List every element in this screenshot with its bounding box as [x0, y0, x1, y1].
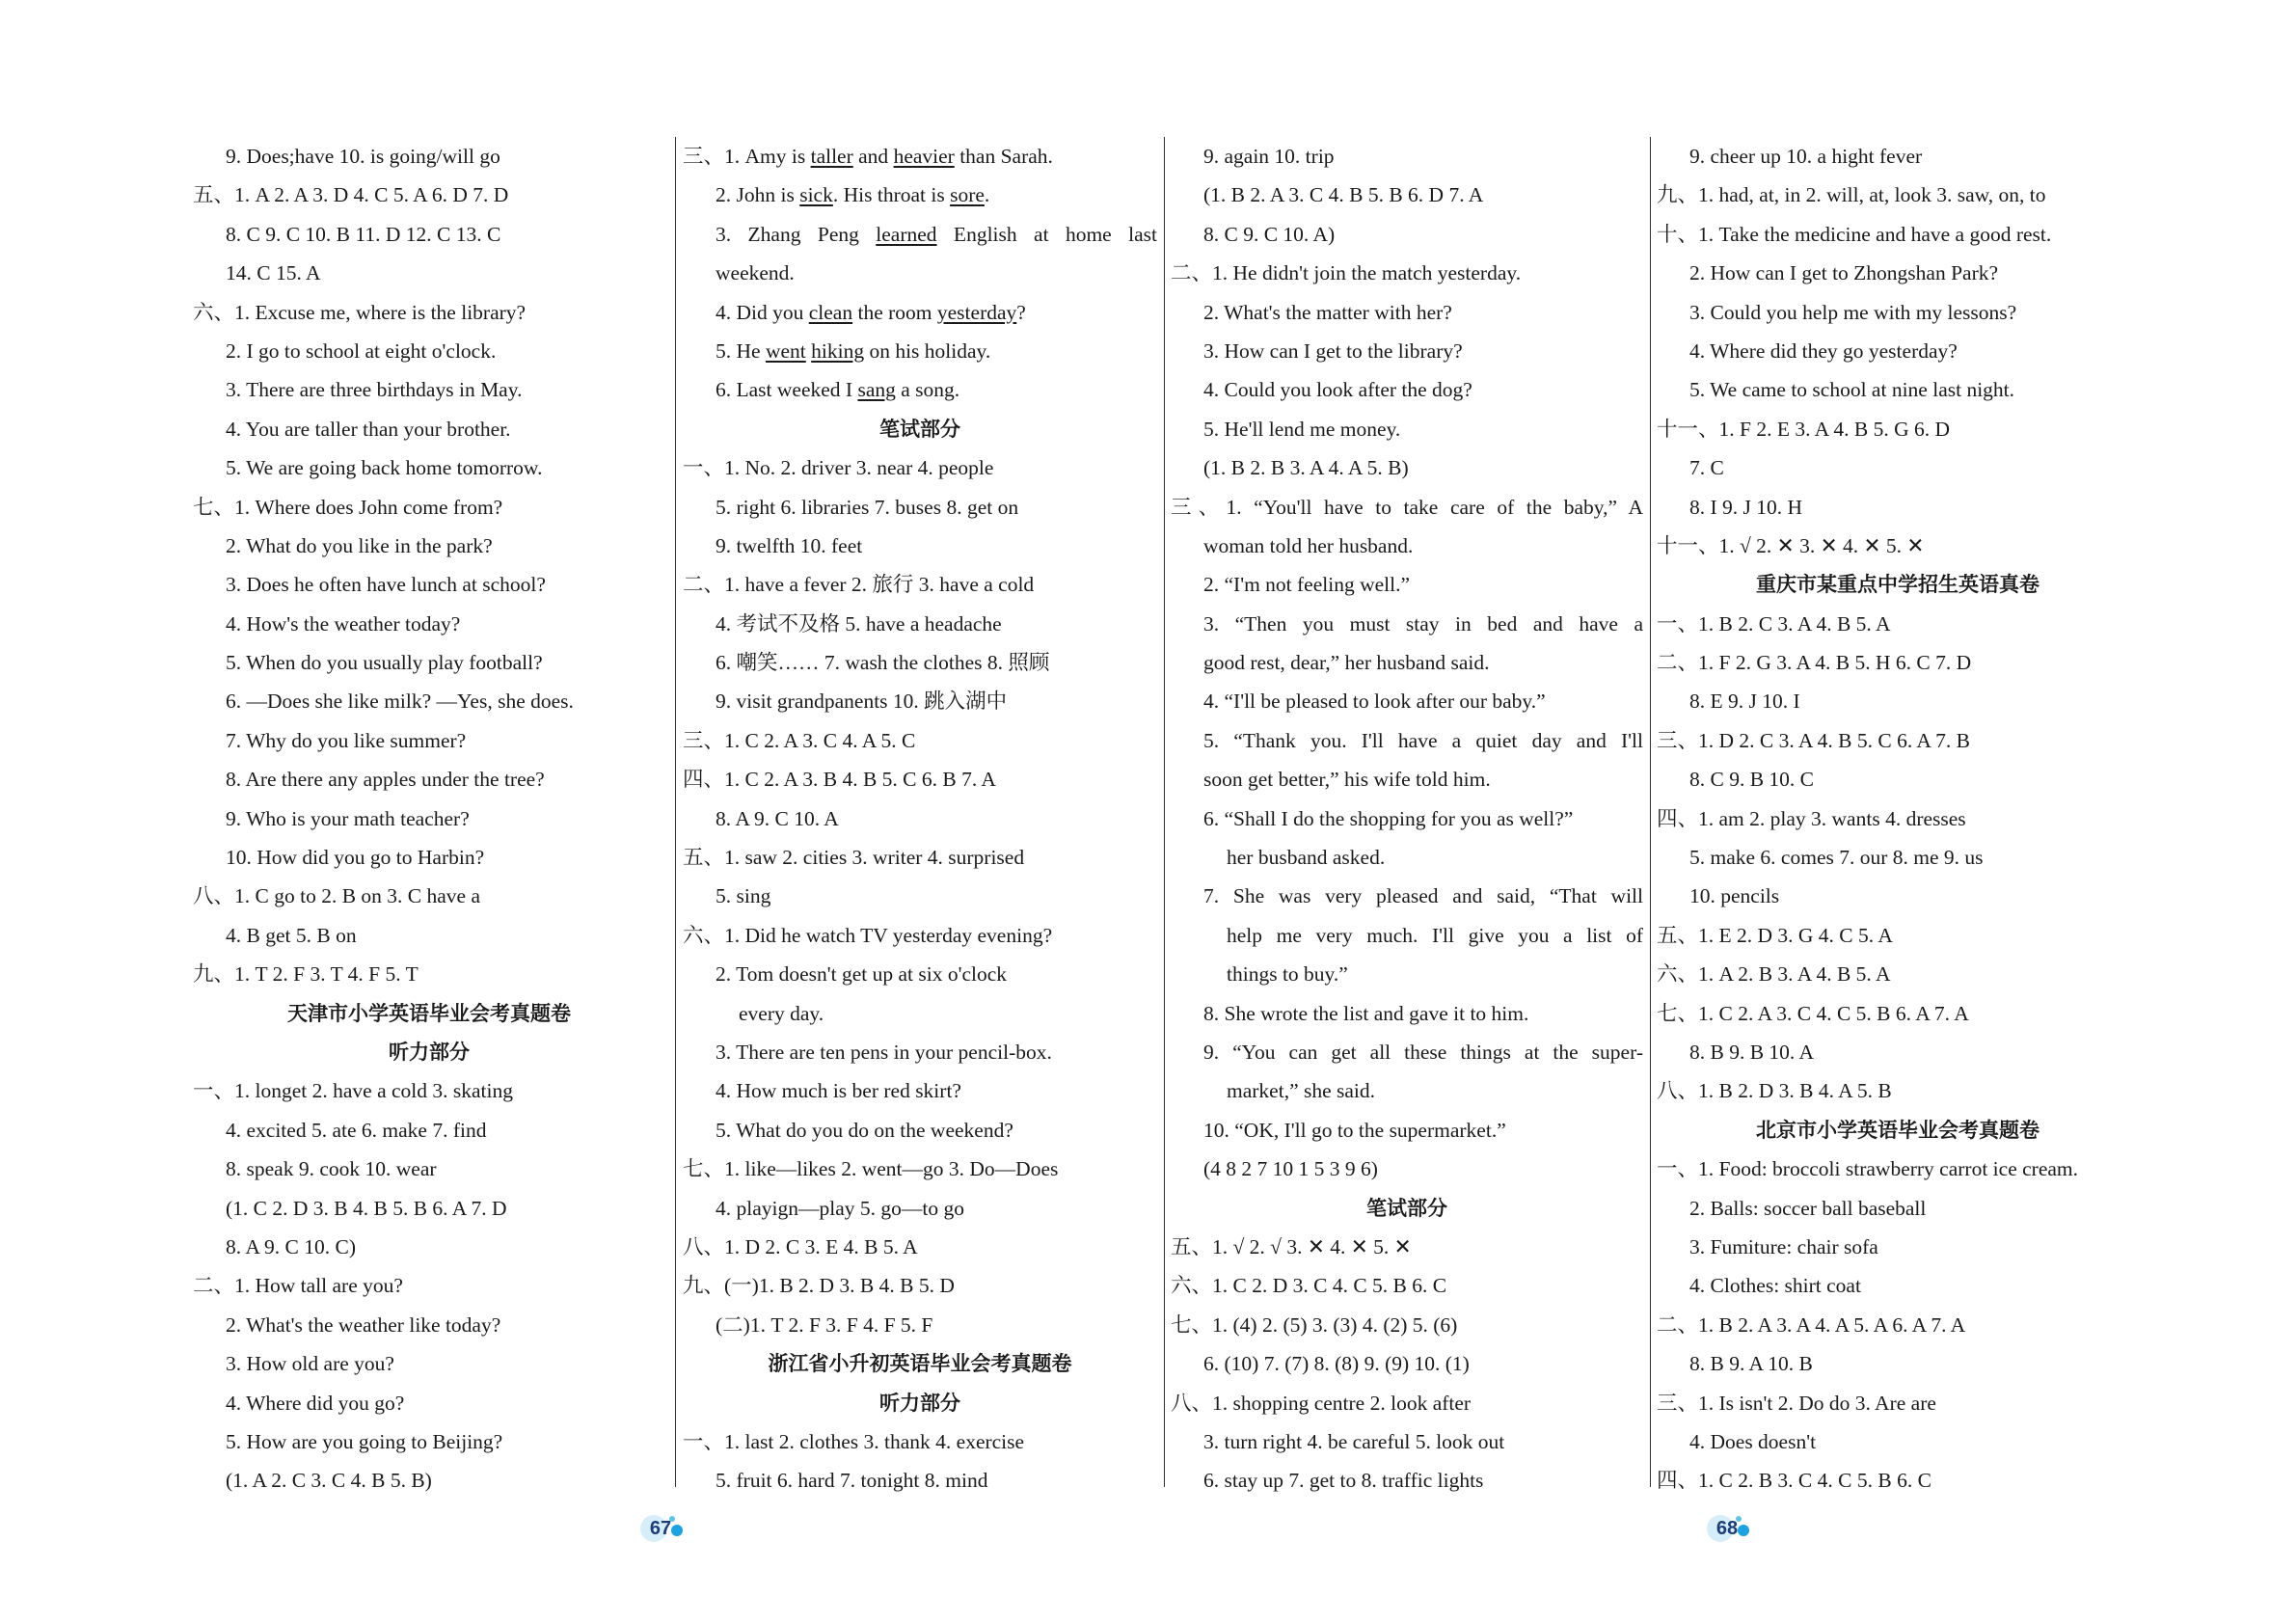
answer-line: 十、1. Take the medicine and have a good rest.: [1657, 222, 2052, 246]
answer-line: 4. B get 5. B on: [226, 923, 357, 947]
answer-line: 3. Could you help me with my lessons?: [1689, 300, 2017, 324]
underlined-word: heavier: [893, 145, 955, 168]
answer-line: 6. Last weeked I sang a song.: [716, 378, 960, 402]
answer-line: 2. Tom doesn't get up at six o'clock: [716, 962, 1008, 987]
column-divider: [1164, 137, 1165, 1487]
answer-line: weekend.: [716, 261, 795, 285]
column-divider: [675, 137, 676, 1487]
underlined-word: went: [765, 338, 806, 363]
answer-column-3: [1171, 137, 1643, 1506]
answer-line: 7. Why do you like summer?: [226, 728, 467, 752]
answer-line: 2. What's the matter with her?: [1203, 300, 1452, 324]
answer-line: 十一、1. F 2. E 3. A 4. B 5. G 6. D: [1657, 417, 1951, 441]
answer-line: 14. C 15. A: [226, 261, 321, 285]
answer-line: 六、1. A 2. B 3. A 4. B 5. A: [1657, 962, 1891, 987]
column-divider: [1650, 137, 1651, 1487]
answer-column-2: [683, 137, 1157, 1506]
section-heading: 天津市小学英语毕业会考真题卷: [287, 1001, 571, 1025]
answer-line: 六、1. C 2. D 3. C 4. C 5. B 6. C: [1171, 1274, 1447, 1298]
answer-line: 2. John is sick. His throat is sore.: [716, 183, 990, 207]
answer-line: 6. (10) 7. (7) 8. (8) 9. (9) 10. (1): [1203, 1352, 1470, 1376]
answer-line: soon get better,” his wife told him.: [1203, 768, 1491, 792]
answer-line: 4. Where did they go yesterday?: [1689, 338, 1958, 363]
answer-line: every day.: [739, 1001, 824, 1025]
answer-line: 4. Did you clean the room yesterday?: [716, 300, 1026, 324]
answer-line: 3. turn right 4. be careful 5. look out: [1203, 1429, 1505, 1453]
answer-line: 4. Does doesn't: [1689, 1429, 1817, 1453]
answer-line: 4. Could you look after the dog?: [1203, 378, 1472, 402]
answer-line: 2. “I'm not feeling well.”: [1203, 573, 1411, 597]
answer-line: 三、1. “You'll have to take care of the baby,” A: [1171, 495, 1643, 519]
answer-line: 2. I go to school at eight o'clock.: [226, 338, 497, 363]
answer-line: 4. Clothes: shirt coat: [1689, 1274, 1861, 1298]
answer-line: 四、1. C 2. B 3. C 4. C 5. B 6. C: [1657, 1469, 1931, 1493]
answer-line: 五、1. √ 2. √ 3. ✕ 4. ✕ 5. ✕: [1171, 1234, 1412, 1258]
answer-line: 八、1. D 2. C 3. E 4. B 5. A: [683, 1234, 918, 1258]
answer-line: 9. “You can get all these things at the super-: [1203, 1040, 1643, 1064]
answer-line: 9. Who is your math teacher?: [226, 806, 470, 830]
answer-line: 4. Where did you go?: [226, 1391, 405, 1415]
answer-line: market,” she said.: [1227, 1079, 1376, 1103]
answer-line: 九、1. had, at, in 2. will, at, look 3. saw, on, to: [1657, 183, 2046, 207]
answer-line: 9. again 10. trip: [1203, 145, 1335, 168]
answer-line: (1. A 2. C 3. C 4. B 5. B): [226, 1469, 432, 1493]
answer-line: 一、1. last 2. clothes 3. thank 4. exercise: [683, 1429, 1025, 1453]
underlined-word: yesterday: [936, 300, 1017, 324]
answer-line: 八、1. shopping centre 2. look after: [1171, 1391, 1472, 1415]
answer-line: 二、1. have a fever 2. 旅行 3. have a cold: [683, 573, 1035, 597]
answer-line: 5. make 6. comes 7. our 8. me 9. us: [1689, 846, 1984, 870]
answer-line: 3. How can I get to the library?: [1203, 338, 1463, 363]
underlined-word: sick: [799, 183, 833, 207]
answer-line: 二、1. He didn't join the match yesterday.: [1171, 261, 1522, 285]
answer-line: 10. “OK, I'll go to the supermarket.”: [1203, 1118, 1506, 1142]
answer-line: 八、1. B 2. D 3. B 4. A 5. B: [1657, 1079, 1892, 1103]
answer-line: 8. B 9. B 10. A: [1689, 1040, 1815, 1064]
underlined-word: sang: [857, 378, 896, 402]
section-heading: 听力部分: [879, 1391, 960, 1415]
answer-line: 5. fruit 6. hard 7. tonight 8. mind: [716, 1469, 988, 1493]
answer-line: things to buy.”: [1227, 962, 1348, 987]
answer-line: 三、1. Amy is taller and heavier than Sarah.: [683, 145, 1053, 168]
answer-line: 5. We are going back home tomorrow.: [226, 456, 543, 480]
answer-line: 4. You are taller than your brother.: [226, 417, 511, 441]
answer-line: 4. excited 5. ate 6. make 7. find: [226, 1118, 487, 1142]
answer-line: 8. C 9. C 10. A): [1203, 222, 1336, 246]
answer-line: 2. What's the weather like today?: [226, 1312, 501, 1337]
answer-line: 4. How's the weather today?: [226, 611, 461, 636]
answer-line: 5. We came to school at nine last night.: [1689, 378, 2015, 402]
answer-line: 九、1. T 2. F 3. T 4. F 5. T: [193, 962, 419, 987]
page-number-left: 67: [636, 1512, 685, 1545]
answer-line: 8. She wrote the list and gave it to him.: [1203, 1001, 1529, 1025]
answer-line: her busband asked.: [1227, 846, 1386, 870]
underlined-word: learned: [876, 222, 937, 246]
answer-line: (1. B 2. A 3. C 4. B 5. B 6. D 7. A: [1203, 183, 1484, 207]
answer-line: 二、1. F 2. G 3. A 4. B 5. H 6. C 7. D: [1657, 651, 1972, 675]
answer-line: 7. C: [1689, 456, 1724, 480]
answer-line: 六、1. Did he watch TV yesterday evening?: [683, 923, 1053, 947]
answer-line: 8. C 9. C 10. B 11. D 12. C 13. C: [226, 222, 501, 246]
answer-line: 4. 考试不及格 5. have a headache: [716, 611, 1002, 636]
answer-line: 3. There are ten pens in your pencil-box.: [716, 1040, 1052, 1064]
underlined-word: sore: [950, 183, 985, 207]
answer-line: 四、1. C 2. A 3. B 4. B 5. C 6. B 7. A: [683, 768, 996, 792]
answer-line: 三、1. C 2. A 3. C 4. A 5. C: [683, 728, 916, 752]
answer-line: (1. B 2. B 3. A 4. A 5. B): [1203, 456, 1409, 480]
answer-line: 5. He'll lend me money.: [1203, 417, 1401, 441]
answer-line: 一、1. B 2. C 3. A 4. B 5. A: [1657, 611, 1891, 636]
answer-line: 8. I 9. J 10. H: [1689, 495, 1803, 519]
answer-line: 二、1. How tall are you?: [193, 1274, 403, 1298]
answer-line: 10. pencils: [1689, 884, 1780, 908]
answer-line: 3. “Then you must stay in bed and have a: [1203, 611, 1643, 636]
answer-line: 一、1. Food: broccoli strawberry carrot ice cream.: [1657, 1157, 2079, 1181]
answer-line: 5. right 6. libraries 7. buses 8. get on: [716, 495, 1019, 519]
underlined-word: hiking: [811, 338, 865, 363]
answer-line: (4 8 2 7 10 1 5 3 9 6): [1203, 1157, 1378, 1181]
answer-line: 2. Balls: soccer ball baseball: [1689, 1196, 1927, 1220]
answer-line: good rest, dear,” her husband said.: [1203, 651, 1490, 675]
answer-line: 8. E 9. J 10. I: [1689, 690, 1800, 714]
answer-line: 十一、1. √ 2. ✕ 3. ✕ 4. ✕ 5. ✕: [1657, 533, 1925, 557]
answer-line: 5. When do you usually play football?: [226, 651, 543, 675]
section-heading: 浙江省小升初英语毕业会考真题卷: [768, 1352, 1072, 1376]
answer-line: 3. Does he often have lunch at school?: [226, 573, 546, 597]
answer-line: 6. —Does she like milk? —Yes, she does.: [226, 690, 574, 714]
answer-line: 5. How are you going to Beijing?: [226, 1429, 503, 1453]
answer-line: 8. Are there any apples under the tree?: [226, 768, 545, 792]
answer-line: 8. B 9. A 10. B: [1689, 1352, 1813, 1376]
answer-line: 10. How did you go to Harbin?: [226, 846, 485, 870]
answer-line: (二)1. T 2. F 3. F 4. F 5. F: [716, 1312, 933, 1337]
answer-line: 一、1. longet 2. have a cold 3. skating: [193, 1079, 513, 1103]
answer-line: 六、1. Excuse me, where is the library?: [193, 300, 527, 324]
answer-line: 二、1. B 2. A 3. A 4. A 5. A 6. A 7. A: [1657, 1312, 1966, 1337]
answer-line: 5. What do you do on the weekend?: [716, 1118, 1013, 1142]
answer-line: 5. “Thank you. I'll have a quiet day and I'll: [1203, 728, 1643, 752]
answer-line: 3. Fumiture: chair sofa: [1689, 1234, 1878, 1258]
answer-line: 8. A 9. C 10. C): [226, 1234, 356, 1258]
answer-line: 9. cheer up 10. a hight fever: [1689, 145, 1923, 168]
answer-line: 4. “I'll be pleased to look after our baby.”: [1203, 690, 1546, 714]
section-heading: 笔试部分: [879, 417, 960, 441]
answer-line: 6. “Shall I do the shopping for you as well?”: [1203, 806, 1574, 830]
answer-line: 3. Zhang Peng learned English at home last: [716, 222, 1157, 246]
answer-line: 5. He went hiking on his holiday.: [716, 338, 991, 363]
answer-line: 四、1. am 2. play 3. wants 4. dresses: [1657, 806, 1966, 830]
answer-line: 3. How old are you?: [226, 1352, 394, 1376]
answer-line: 8. C 9. B 10. C: [1689, 768, 1815, 792]
section-heading: 北京市小学英语毕业会考真题卷: [1756, 1118, 2039, 1142]
underlined-word: clean: [808, 300, 853, 324]
answer-line: 9. twelfth 10. feet: [716, 533, 863, 557]
answer-line: 8. speak 9. cook 10. wear: [226, 1157, 437, 1181]
answer-line: 七、1. (4) 2. (5) 3. (3) 4. (2) 5. (6): [1171, 1312, 1458, 1337]
section-heading: 听力部分: [389, 1040, 470, 1064]
answer-line: 三、1. D 2. C 3. A 4. B 5. C 6. A 7. B: [1657, 728, 1970, 752]
answer-line: 6. 嘲笑…… 7. wash the clothes 8. 照顾: [716, 651, 1050, 675]
answer-line: 三、1. Is isn't 2. Do do 3. Are are: [1657, 1391, 1936, 1415]
answer-line: 八、1. C go to 2. B on 3. C have a: [193, 884, 480, 908]
answer-line: 9. visit grandpanents 10. 跳入湖中: [716, 690, 1008, 714]
answer-line: 3. There are three birthdays in May.: [226, 378, 523, 402]
answer-line: 5. sing: [716, 884, 771, 908]
answer-line: 七、1. like—likes 2. went—go 3. Do—Does: [683, 1157, 1059, 1181]
answer-line: 2. How can I get to Zhongshan Park?: [1689, 261, 1999, 285]
page-number-right: 68: [1703, 1512, 1751, 1545]
answer-line: 6. stay up 7. get to 8. traffic lights: [1203, 1469, 1484, 1493]
answer-column-1: [193, 137, 665, 1506]
answer-column-4: [1657, 137, 2139, 1506]
answer-line: woman told her husband.: [1203, 533, 1414, 557]
answer-line: 8. A 9. C 10. A: [716, 806, 839, 830]
answer-line: 五、1. saw 2. cities 3. writer 4. surprised: [683, 846, 1025, 870]
answer-line: 7. She was very pleased and said, “That will: [1203, 884, 1643, 908]
answer-line: 2. What do you like in the park?: [226, 533, 493, 557]
answer-line: 9. Does;have 10. is going/will go: [226, 145, 500, 168]
answer-line: 五、1. A 2. A 3. D 4. C 5. A 6. D 7. D: [193, 183, 509, 207]
answer-line: 4. How much is ber red skirt?: [716, 1079, 961, 1103]
answer-line: 五、1. E 2. D 3. G 4. C 5. A: [1657, 923, 1893, 947]
underlined-word: taller: [810, 145, 853, 168]
answer-line: 七、1. Where does John come from?: [193, 495, 503, 519]
answer-line: (1. C 2. D 3. B 4. B 5. B 6. A 7. D: [226, 1196, 507, 1220]
answer-line: 4. playign—play 5. go—to go: [716, 1196, 964, 1220]
answer-line: 一、1. No. 2. driver 3. near 4. people: [683, 456, 994, 480]
section-heading: 重庆市某重点中学招生英语真卷: [1756, 573, 2039, 597]
answer-line: 九、(一)1. B 2. D 3. B 4. B 5. D: [683, 1274, 955, 1298]
section-heading: 笔试部分: [1366, 1196, 1447, 1220]
answer-line: 七、1. C 2. A 3. C 4. C 5. B 6. A 7. A: [1657, 1001, 1969, 1025]
answer-line: help me very much. I'll give you a list of: [1227, 923, 1643, 947]
